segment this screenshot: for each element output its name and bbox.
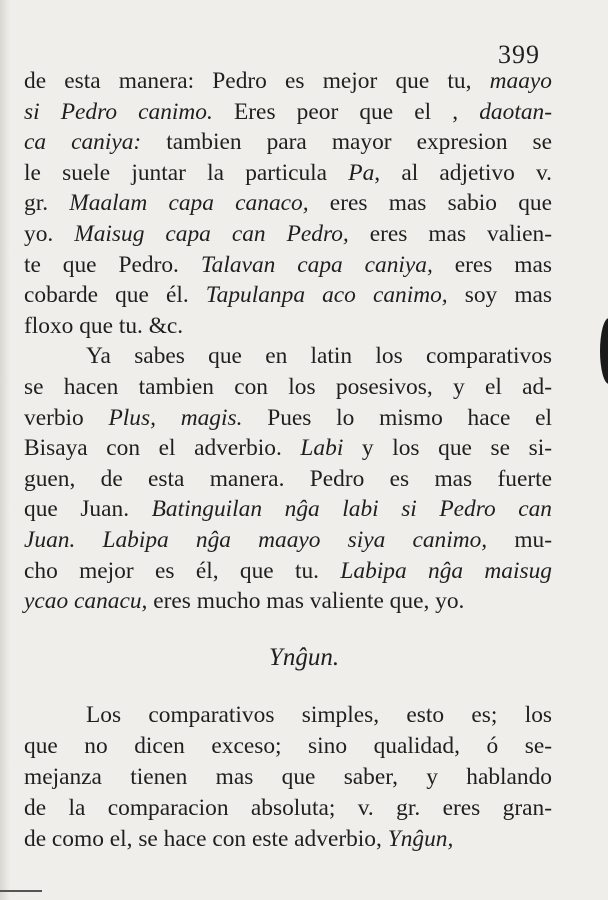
text-line bbox=[24, 586, 552, 617]
text-run: cho mejor es él, que tu. bbox=[24, 557, 341, 584]
text-run: Bisaya con el adverbio. bbox=[24, 435, 301, 462]
text-line bbox=[24, 793, 552, 824]
text-line bbox=[24, 824, 552, 855]
text-line bbox=[24, 219, 552, 250]
italic-text: Tapulanpa aco canimo, bbox=[205, 282, 448, 309]
text-run: de como el, se hace con este adverbio, bbox=[24, 826, 388, 852]
text-line bbox=[24, 250, 552, 281]
text-run: guen, de esta manera. Pedro es mas fuerte bbox=[24, 465, 552, 492]
italic-text: Talavan capa caniya, bbox=[200, 251, 433, 278]
text-run: que no dicen exceso; sino qualidad, ó se- bbox=[24, 733, 552, 759]
text-run: mejanza tienen mas que saber, y hablando bbox=[24, 764, 552, 790]
italic-text: Plus, magis. bbox=[108, 404, 243, 431]
text-run: eres mas bbox=[432, 251, 552, 278]
italic-text: Pa bbox=[348, 159, 375, 186]
text-run: Eres peor que el , bbox=[212, 98, 480, 125]
paragraph-1 bbox=[24, 66, 552, 341]
text-run: Ya sabes que en latin los comparativos bbox=[86, 343, 552, 370]
text-line bbox=[24, 403, 552, 434]
text-line bbox=[24, 127, 552, 158]
page-gutter-shadow bbox=[0, 0, 10, 900]
text-run: Los comparativos simples, esto es; los bbox=[86, 702, 552, 728]
text-run: soy mas bbox=[447, 282, 552, 309]
text-run: mu- bbox=[487, 526, 552, 553]
text-run: eres mas sabio que bbox=[308, 190, 552, 217]
page-edge-mark bbox=[600, 318, 608, 384]
italic-text: Ynĝun, bbox=[387, 826, 454, 852]
italic-text: Juan. Labipa nĝa maayo siya canimo, bbox=[24, 526, 488, 553]
text-line bbox=[24, 556, 552, 587]
text-line bbox=[24, 731, 552, 762]
italic-text: ycao canacu, bbox=[24, 588, 148, 615]
text-line bbox=[24, 66, 552, 97]
text-run: te que Pedro. bbox=[24, 251, 201, 278]
page-number: 399 bbox=[498, 40, 540, 69]
paragraph-3 bbox=[24, 700, 552, 855]
text-line bbox=[24, 311, 552, 342]
text-run: y los que se si- bbox=[343, 435, 552, 462]
text-line bbox=[24, 341, 552, 372]
text-run: floxo que tu. &c. bbox=[24, 312, 184, 339]
italic-text: Labi bbox=[300, 435, 344, 462]
text-block-upper bbox=[24, 66, 552, 617]
section-heading: Ynĝun. bbox=[268, 644, 340, 671]
italic-text: si Pedro canimo. bbox=[24, 98, 213, 125]
text-run: tambien para mayor expresion se bbox=[141, 129, 552, 156]
text-run: eres mucho mas valiente que, yo. bbox=[147, 588, 465, 615]
italic-text: Labipa nĝa maisug bbox=[340, 557, 552, 584]
text-line bbox=[24, 762, 552, 793]
text-run: que Juan. bbox=[24, 496, 152, 523]
italic-text: daotan- bbox=[479, 98, 552, 125]
text-run: verbio bbox=[24, 404, 109, 431]
bottom-rule bbox=[0, 890, 42, 892]
paragraph-2 bbox=[24, 341, 552, 616]
italic-text: Maalam capa canaco, bbox=[69, 190, 309, 217]
text-run: , al adjetivo v. bbox=[374, 159, 553, 186]
text-run: de esta manera: Pedro es mejor que tu, bbox=[24, 68, 490, 94]
text-run: se hacen tambien con los posesivos, y el ad- bbox=[24, 373, 552, 400]
text-line bbox=[24, 97, 552, 128]
italic-text: Batinguilan nĝa labi si Pedro can bbox=[151, 496, 552, 523]
text-line bbox=[24, 280, 552, 311]
italic-text: ca caniya: bbox=[24, 129, 142, 156]
text-run: le suele juntar la particula bbox=[24, 159, 349, 186]
text-line bbox=[24, 372, 552, 403]
italic-text: maayo bbox=[489, 68, 552, 94]
text-run: yo. bbox=[24, 220, 75, 247]
text-line bbox=[24, 433, 552, 464]
text-run: eres mas valien- bbox=[348, 220, 552, 247]
text-line bbox=[24, 188, 552, 219]
text-line bbox=[24, 494, 552, 525]
text-line bbox=[24, 525, 552, 556]
text-run: cobarde que él. bbox=[24, 282, 206, 309]
text-line bbox=[24, 158, 552, 189]
text-line bbox=[24, 464, 552, 495]
italic-text: Maisug capa can Pedro, bbox=[74, 220, 349, 247]
text-block-lower bbox=[24, 700, 552, 855]
text-run: gr. bbox=[24, 190, 70, 217]
text-run: Pues lo mismo hace el bbox=[242, 404, 552, 431]
text-run: de la comparacion absoluta; v. gr. eres gran- bbox=[24, 795, 552, 821]
text-line bbox=[24, 700, 552, 731]
